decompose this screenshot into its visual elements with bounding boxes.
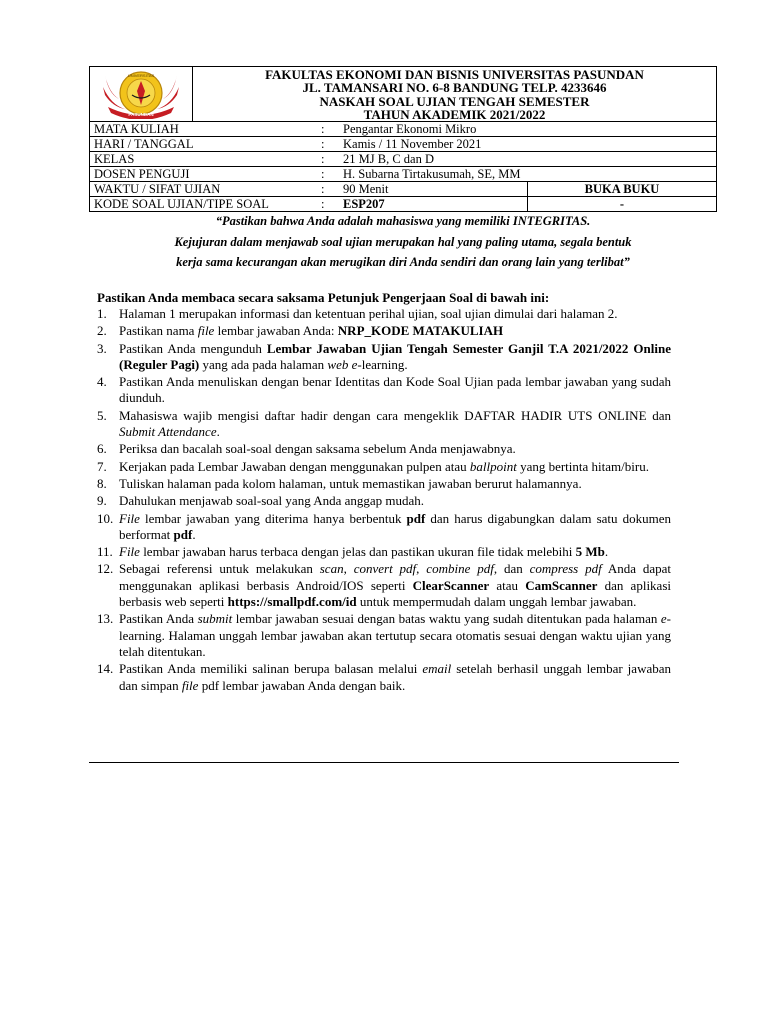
- item-text: .: [192, 526, 196, 542]
- exam-info-table: [89, 121, 717, 212]
- item-text: combine pdf: [426, 561, 494, 577]
- item-text: pdf lembar jawaban Anda dengan baik.: [198, 677, 406, 693]
- item-text: Periksa dan bacalah soal-soal dengan saksama sebelum Anda menjawabnya.: [119, 441, 516, 457]
- list-item: [97, 341, 671, 374]
- instructions-list: [97, 306, 671, 695]
- exam-title: NASKAH SOAL UJIAN TENGAH SEMESTER: [319, 93, 590, 109]
- item-text: Pastikan nama: [119, 323, 198, 339]
- list-item: [97, 661, 671, 694]
- item-text: Tuliskan halaman pada kolom halaman, untuk memastikan jawaban berurut halamannya.: [119, 475, 582, 491]
- item-text: setelah berhasil unggah lembar jawaban dan simpan: [119, 661, 671, 693]
- item-number: 1.: [97, 306, 107, 321]
- class-label: KELAS: [90, 152, 318, 167]
- item-text: ballpoint: [469, 458, 517, 474]
- item-text: Pastikan Anda memiliki salinan berupa balasan melalui: [119, 661, 423, 677]
- item-text: file: [181, 677, 199, 693]
- examiner-value: H. Subarna Tirtakusumah, SE, MM: [339, 167, 717, 182]
- item-text: ClearScanner: [412, 577, 490, 593]
- header-title: [193, 67, 716, 121]
- item-number: 2.: [97, 323, 107, 339]
- logo-text-bottom: PASUNDAN: [128, 112, 154, 117]
- examiner-label: DOSEN PENGUJI: [90, 167, 318, 182]
- item-text: untuk mempermudah dalam unggah lembar jawaban.: [356, 594, 637, 610]
- item-number: 8.: [97, 475, 107, 491]
- item-text: atau: [489, 577, 526, 593]
- item-text: Sebagai referensi untuk melakukan: [119, 561, 320, 577]
- table-row: [90, 137, 717, 152]
- divider: [89, 762, 679, 763]
- item-text: .: [216, 424, 220, 440]
- item-text: CamScanner: [525, 577, 598, 593]
- item-number: 4.: [97, 374, 107, 390]
- item-text: lembar jawaban sesuai dengan batas waktu yang sudah ditentukan pada halaman: [232, 611, 661, 627]
- colon: :: [317, 152, 339, 167]
- date-label: HARI / TANGGAL: [90, 137, 318, 152]
- faculty-address: JL. TAMANSARI NO. 6-8 BANDUNG TELP. 4233646: [302, 80, 607, 96]
- item-number: 10.: [97, 510, 114, 526]
- date-value: Kamis / 11 November 2021: [339, 137, 717, 152]
- item-number: 12.: [97, 561, 114, 577]
- item-text: File: [119, 510, 140, 526]
- time-label: WAKTU / SIFAT UJIAN: [90, 182, 318, 197]
- table-row: [90, 167, 717, 182]
- quote-line: “Pastikan bahwa Anda adalah mahasiswa yang memiliki INTEGRITAS.: [215, 214, 591, 228]
- item-text: , dan: [493, 561, 530, 577]
- item-number: 14.: [97, 661, 114, 677]
- item-number: 6.: [97, 441, 107, 457]
- list-item: [97, 511, 671, 544]
- list-item: [97, 408, 671, 441]
- item-text: .: [604, 544, 609, 560]
- list-item: [97, 611, 671, 660]
- item-text: lembar jawaban harus terbaca dengan jelas dan pastikan ukuran file tidak melebihi: [139, 544, 576, 560]
- item-text: dan aplikasi berbasis web seperti: [119, 577, 671, 610]
- university-logo: [99, 69, 183, 119]
- table-row: [90, 122, 717, 137]
- item-text: convert pdf: [353, 561, 417, 577]
- list-item: [97, 306, 671, 322]
- integrity-quote: [89, 211, 717, 273]
- list-item: [97, 544, 671, 560]
- time-value: 90 Menit: [339, 182, 528, 197]
- list-item: [97, 374, 671, 407]
- list-item: [97, 441, 671, 457]
- item-text: Pastikan Anda menuliskan dengan benar Identitas dan Kode Soal Ujian pada lembar jawaban yang sudah diunduh.: [119, 374, 671, 406]
- item-text: Anda dapat menggunakan aplikasi berbasis Android/IOS seperti: [119, 561, 672, 593]
- file-name-format: NRP_KODE MATAKULIAH: [337, 323, 504, 339]
- item-text: email: [422, 661, 452, 677]
- colon: :: [317, 182, 339, 197]
- colon: :: [317, 122, 339, 137]
- document-header: [89, 66, 717, 122]
- item-text: submit: [197, 611, 233, 627]
- item-text: 5 Mb: [575, 544, 605, 560]
- item-text: web e: [327, 356, 358, 372]
- item-text: pdf: [406, 510, 426, 526]
- item-number: 13.: [97, 611, 114, 627]
- item-number: 5.: [97, 407, 107, 423]
- item-text: -learning.: [357, 356, 408, 372]
- academic-year: TAHUN AKADEMIK 2021/2022: [363, 106, 546, 122]
- list-item: [97, 561, 671, 610]
- item-text: file: [197, 323, 215, 339]
- list-item: [97, 476, 671, 492]
- item-number: 11.: [97, 544, 113, 560]
- item-text: pdf: [173, 526, 193, 542]
- logo-cell: [90, 67, 193, 121]
- table-row: [90, 197, 717, 212]
- logo-text-top: UNIVERSITAS: [127, 73, 155, 78]
- colon: :: [317, 137, 339, 152]
- item-text: Dahulukan menjawab soal-soal yang Anda anggap mudah.: [119, 493, 425, 509]
- item-text: lembar jawaban Anda:: [214, 323, 338, 339]
- quote-line: Kejujuran dalam menjawab soal ujian merupakan hal yang paling utama, segala bentuk: [174, 234, 632, 249]
- table-row: [90, 182, 717, 197]
- class-value: 21 MJ B, C dan D: [339, 152, 717, 167]
- faculty-name: FAKULTAS EKONOMI DAN BISNIS UNIVERSITAS PASUNDAN: [265, 67, 644, 82]
- code-value: ESP207: [339, 197, 528, 212]
- item-number: 3.: [97, 340, 107, 356]
- list-item: [97, 323, 671, 339]
- item-text: ,: [343, 561, 354, 577]
- instructions-intro: Pastikan Anda membaca secara saksama Petunjuk Pengerjaan Soal di bawah ini:: [97, 290, 550, 305]
- item-text: -learning. Halaman unggah lembar jawaban akan tertutup secara otomatis sesuai dengan waktu ujian yang telah ditentukan.: [119, 611, 671, 659]
- item-text: lembar jawaban yang diterima hanya berbentuk: [139, 510, 407, 526]
- item-text: Halaman 1 merupakan informasi dan ketentuan perihal ujian, soal ujian dimulai dari halaman 2.: [119, 306, 618, 321]
- item-text: Pastikan Anda mengunduh: [119, 340, 267, 356]
- course-value: Pengantar Ekonomi Mikro: [339, 122, 717, 137]
- item-text: ,: [416, 561, 427, 577]
- item-text: yang ada pada halaman: [199, 356, 328, 372]
- list-item: [97, 459, 671, 475]
- table-row: [90, 152, 717, 167]
- course-label: MATA KULIAH: [90, 122, 318, 137]
- item-text: e: [660, 611, 667, 627]
- exam-type-value: BUKA BUKU: [528, 182, 717, 197]
- item-text: Kerjakan pada Lembar Jawaban dengan menggunakan pulpen atau: [119, 458, 470, 474]
- item-text: Pastikan Anda: [119, 611, 198, 627]
- list-item: [97, 493, 671, 509]
- item-text: File: [119, 544, 140, 560]
- smallpdf-link[interactable]: https://smallpdf.com/id: [227, 594, 357, 610]
- colon: :: [317, 197, 339, 212]
- code-label: KODE SOAL UJIAN/TIPE SOAL: [90, 197, 318, 212]
- item-number: 7.: [97, 458, 107, 474]
- item-text: compress pdf: [529, 561, 602, 577]
- item-text: Submit Attendance: [119, 424, 217, 440]
- quote-line: kerja sama kecurangan akan merugikan diri Anda sendiri dan orang lain yang terlibat”: [176, 255, 630, 269]
- item-text: dan harus digabungkan dalam satu dokumen berformat: [119, 510, 671, 542]
- item-text: Mahasiswa wajib mengisi daftar hadir dengan cara mengeklik DAFTAR HADIR UTS ONLINE dan: [119, 407, 671, 423]
- question-type-value: -: [528, 197, 717, 212]
- item-number: 9.: [97, 493, 107, 509]
- item-text: Lembar Jawaban Ujian Tengah Semester Ganjil T.A 2021/2022 Online (Reguler Pagi): [119, 340, 671, 372]
- colon: :: [317, 167, 339, 182]
- item-text: scan: [319, 561, 344, 577]
- item-text: yang bertinta hitam/biru.: [516, 458, 649, 474]
